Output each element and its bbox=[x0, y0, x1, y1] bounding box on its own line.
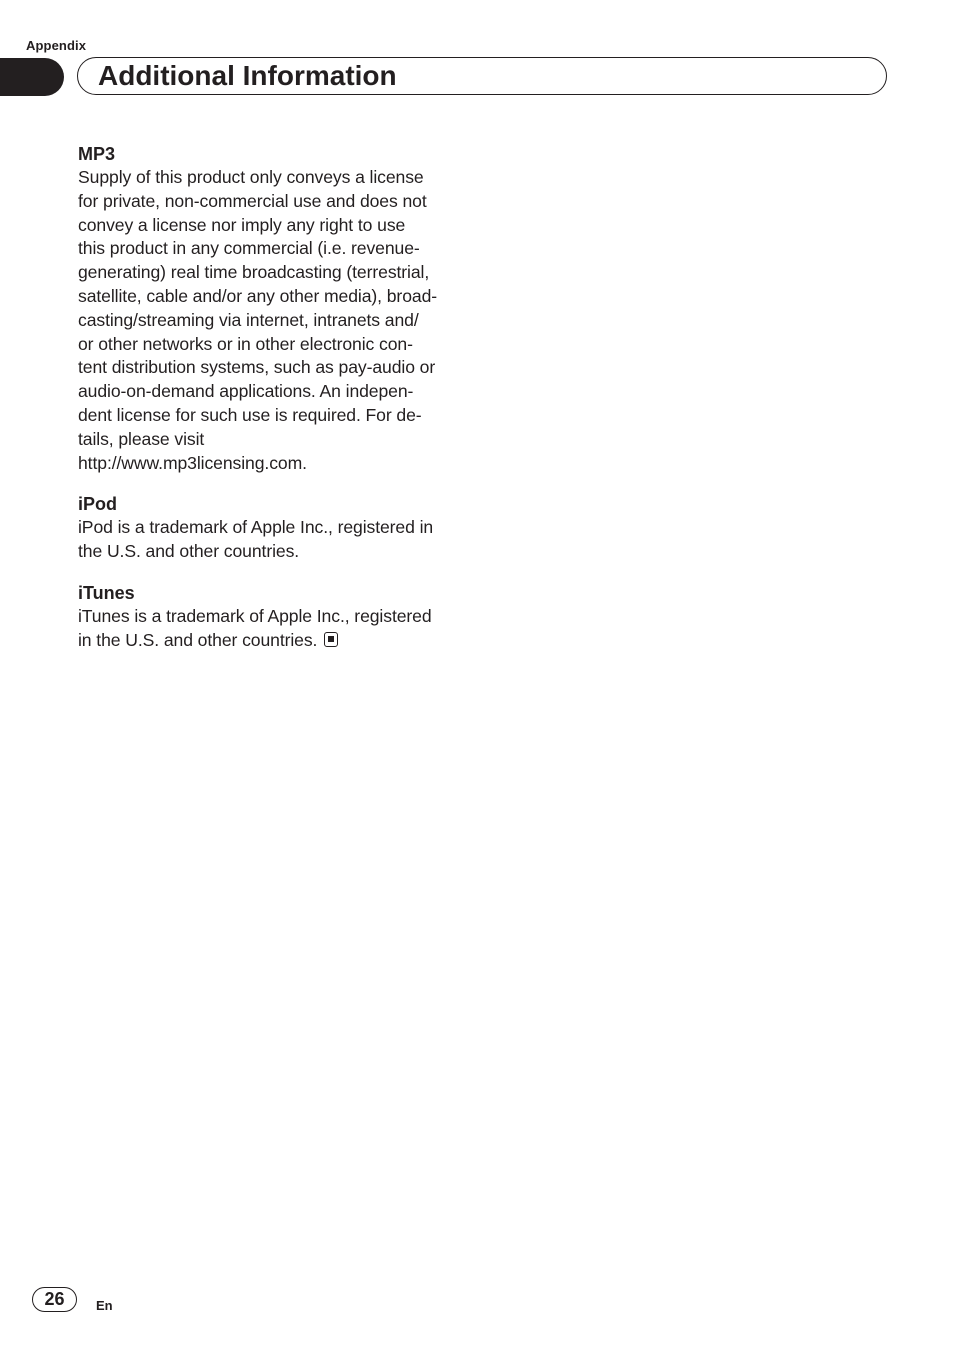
page-title: Additional Information bbox=[98, 60, 397, 91]
section-tab-marker bbox=[0, 58, 64, 96]
section-text-itunes-wrap bbox=[78, 605, 470, 653]
page-title-bar bbox=[77, 57, 887, 95]
section-heading-ipod: iPod bbox=[78, 494, 117, 515]
language-label: En bbox=[96, 1298, 113, 1313]
end-of-section-icon bbox=[324, 632, 338, 647]
section-itunes bbox=[78, 581, 470, 653]
section-text-itunes: iTunes is a trademark of Apple Inc., registered in the U.S. and other countries. bbox=[78, 605, 432, 650]
section-text-mp3: Supply of this product only conveys a license for private, non-commercial use and does not convey a license nor imply any right to use this product in any commercial (i.e. revenue- generating) real time broadcasting (terrestrial, satellite, cable and/or any other media), broad- casting/streaming via internet, intranets and/ or other networks or in other electronic con- tent distribution systems, such as pay-audio or audio-on-demand applications. An indepen- dent license for such use is required. For de- tails, please visit http://www.mp3licensing.com. bbox=[78, 167, 438, 473]
section-ipod bbox=[78, 492, 470, 564]
section-mp3 bbox=[78, 142, 470, 475]
page-number: 26 bbox=[32, 1287, 77, 1312]
section-text-ipod: iPod is a trademark of Apple Inc., registered in the U.S. and other countries. bbox=[78, 517, 434, 562]
main-content bbox=[78, 142, 470, 670]
appendix-label: Appendix bbox=[26, 38, 87, 53]
section-heading-itunes: iTunes bbox=[78, 582, 135, 603]
section-heading-mp3: MP3 bbox=[78, 144, 116, 164]
